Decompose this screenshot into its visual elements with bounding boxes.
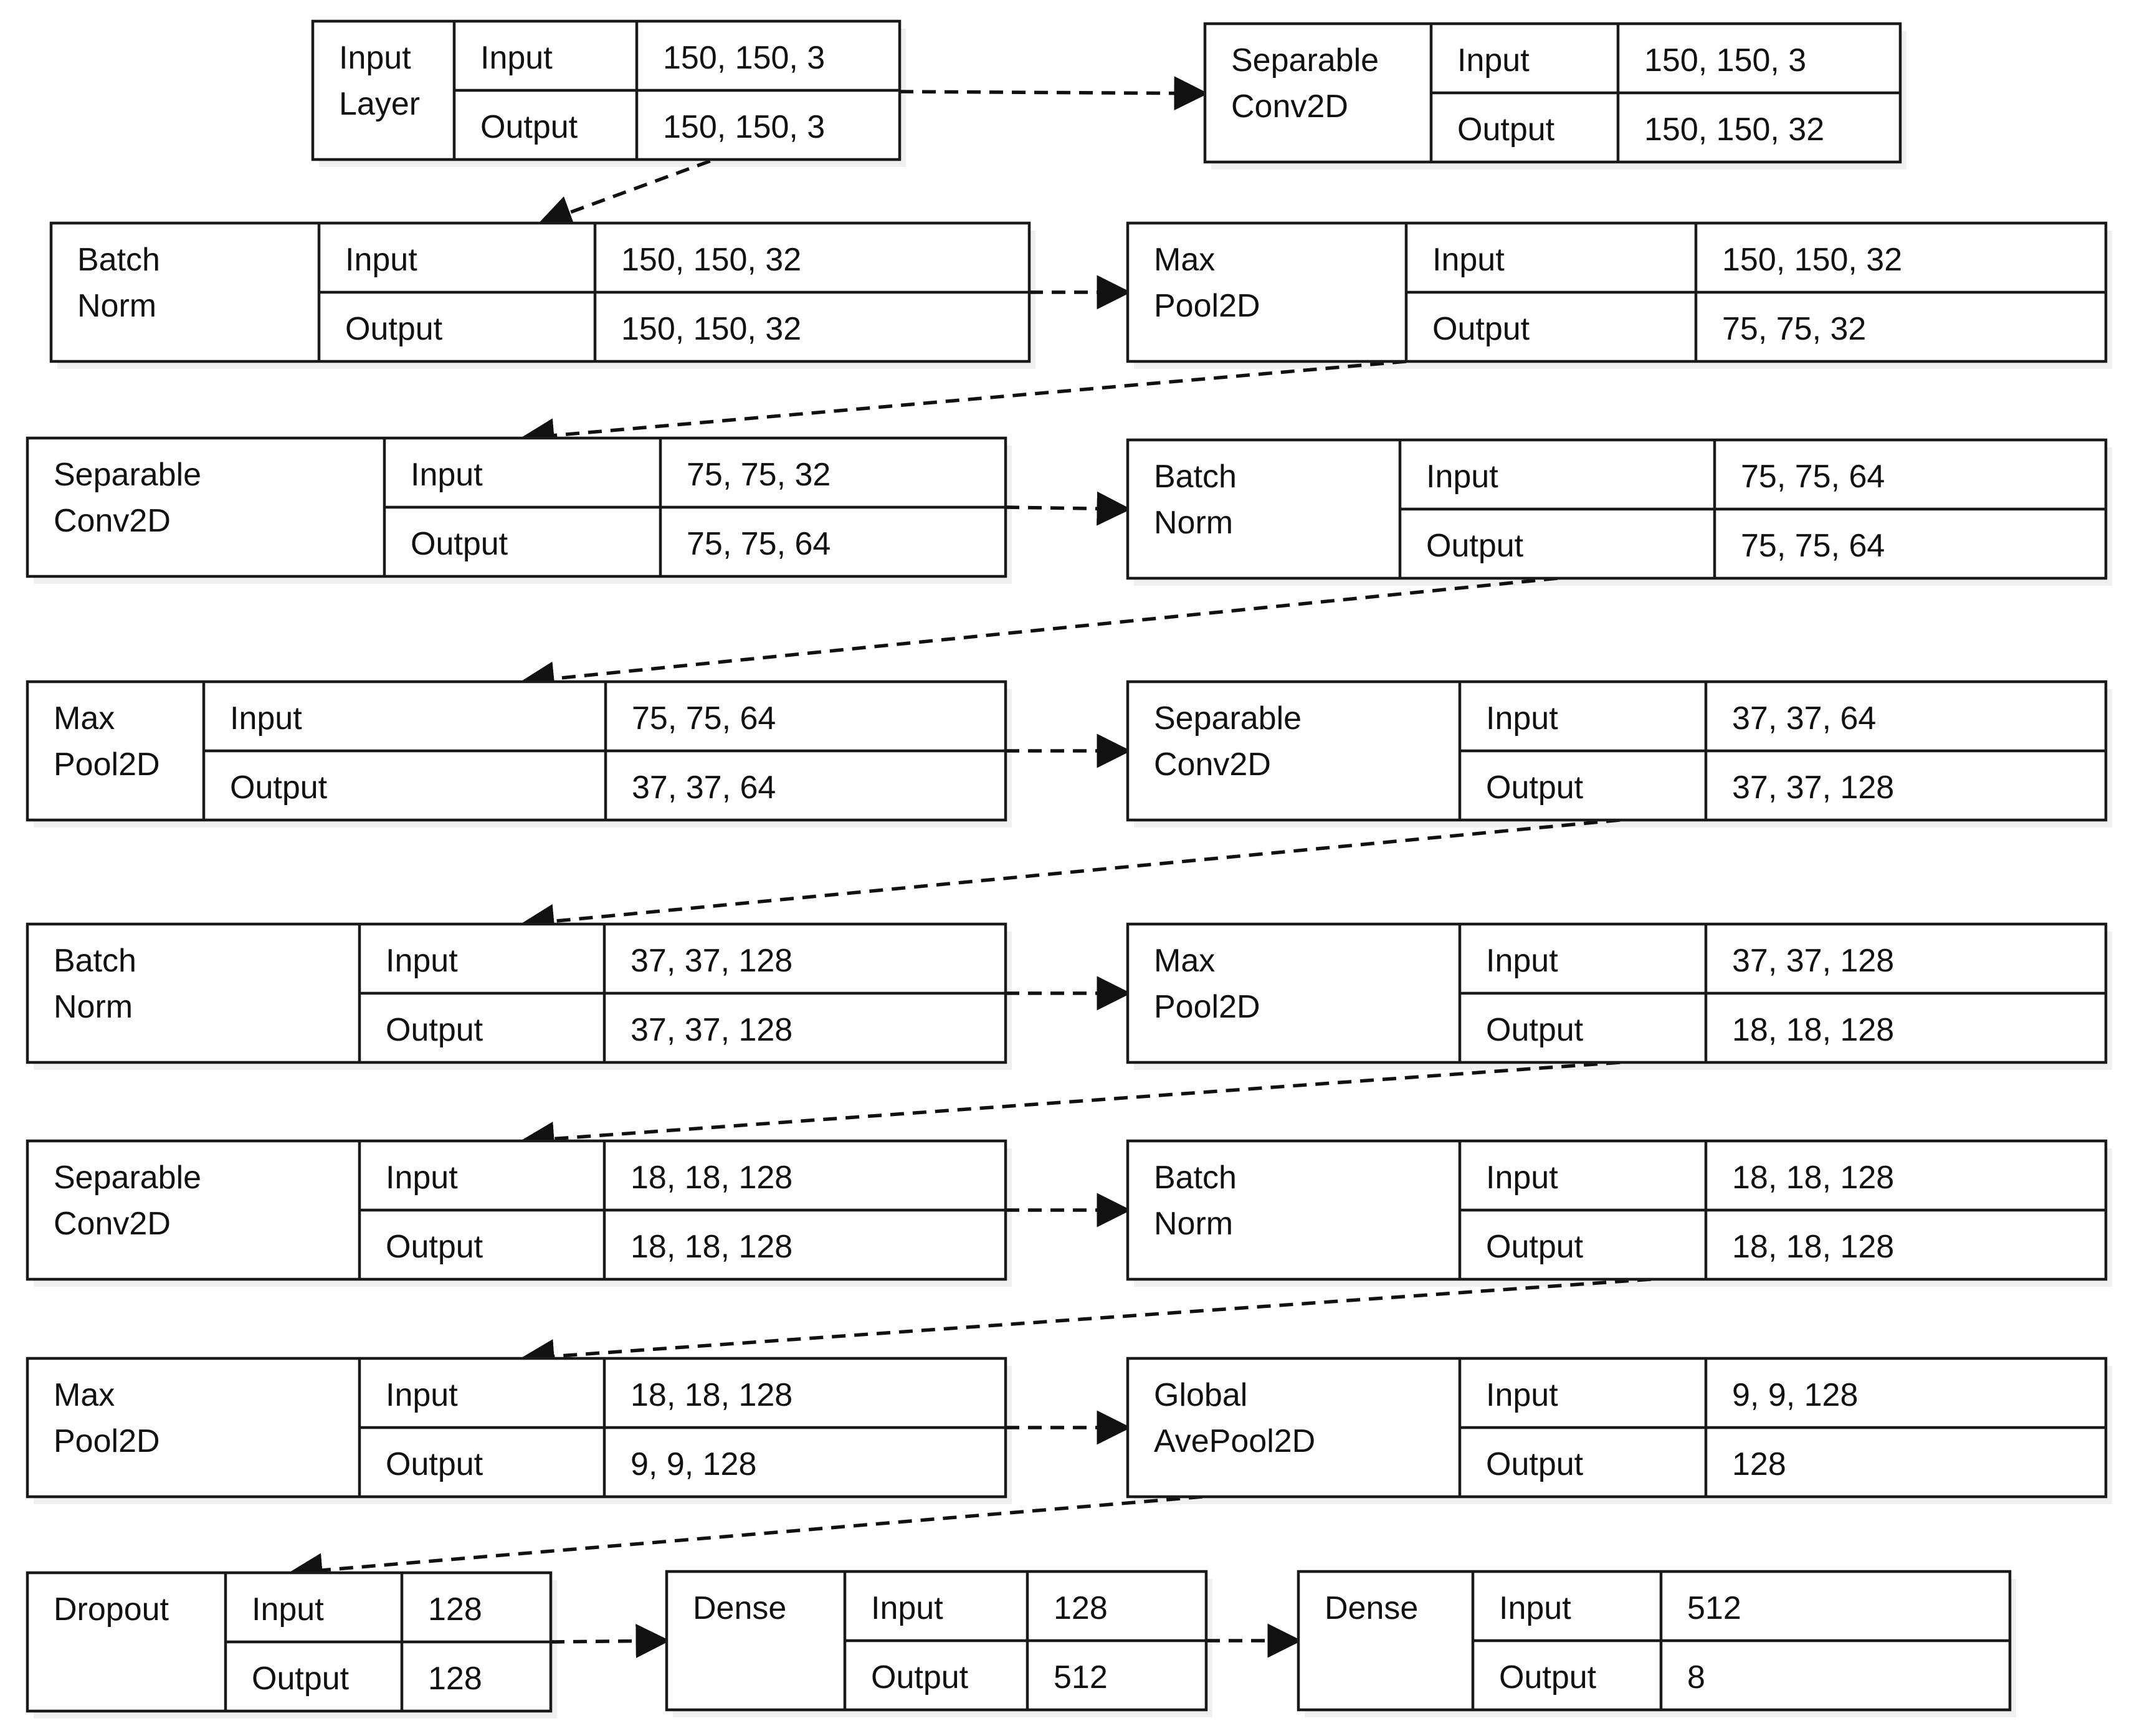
output-shape-value: 37, 37, 128 [631, 1012, 793, 1048]
layer-box [51, 223, 1035, 369]
output-label: Output [1432, 311, 1530, 347]
input-label: Input [252, 1591, 324, 1628]
layer-name: Batch [54, 943, 136, 979]
input-label: Input [1457, 42, 1530, 79]
output-label: Output [871, 1659, 969, 1695]
layer-name: Separable [54, 1160, 202, 1196]
output-shape-value: 512 [1054, 1659, 1108, 1695]
dashed-arrow [551, 1641, 667, 1642]
output-label: Output [1457, 112, 1555, 148]
input-shape-value: 18, 18, 128 [631, 1160, 793, 1196]
dashed-arrow [1006, 507, 1128, 509]
layer-name: Max [54, 1377, 115, 1413]
dashed-arrow [523, 820, 1620, 924]
layer-box [27, 1573, 557, 1719]
layer-name: Conv2D [1154, 746, 1271, 783]
output-label: Output [1486, 1229, 1584, 1265]
output-shape-value: 18, 18, 128 [1732, 1012, 1895, 1048]
layer-box [1128, 682, 2112, 827]
input-label: Input [386, 943, 458, 979]
layer-name: AvePool2D [1154, 1423, 1316, 1459]
layer-name: Dense [693, 1590, 787, 1626]
layer-box [1128, 440, 2112, 586]
layer-box [27, 682, 1012, 827]
dashed-arrow [523, 1279, 1651, 1358]
output-shape-value: 9, 9, 128 [631, 1446, 757, 1482]
input-shape-value: 18, 18, 128 [631, 1377, 793, 1413]
output-label: Output [1486, 1446, 1584, 1482]
output-shape-value: 128 [1732, 1446, 1786, 1482]
input-label: Input [1486, 700, 1558, 737]
layer-name: Pool2D [54, 746, 160, 783]
output-shape-value: 75, 75, 64 [1741, 528, 1885, 564]
layer-box [667, 1571, 1212, 1717]
input-label: Input [1486, 943, 1558, 979]
output-shape-value: 18, 18, 128 [1732, 1229, 1895, 1265]
input-shape-value: 150, 150, 32 [1722, 242, 1903, 278]
output-shape-value: 37, 37, 128 [1732, 770, 1895, 806]
input-label: Input [871, 1590, 943, 1626]
input-label: Input [1486, 1160, 1558, 1196]
layer-name: Pool2D [1154, 989, 1260, 1025]
output-shape-value: 128 [428, 1661, 482, 1697]
input-shape-value: 37, 37, 128 [1732, 943, 1895, 979]
input-shape-value: 512 [1687, 1590, 1741, 1626]
output-label: Output [252, 1661, 350, 1697]
input-label: Input [1432, 242, 1505, 278]
output-label: Output [480, 109, 578, 145]
layer-box [1298, 1571, 2016, 1717]
layer-name: Dense [1325, 1590, 1419, 1626]
input-shape-value: 75, 75, 64 [1741, 459, 1885, 495]
layer-name: Conv2D [54, 1206, 171, 1242]
layer-name: Global [1154, 1377, 1248, 1413]
input-shape-value: 128 [428, 1591, 482, 1628]
layer-name: Layer [339, 86, 421, 122]
layer-name: Batch [1154, 459, 1237, 495]
layer-box [1128, 924, 2112, 1070]
layer-name: Max [1154, 943, 1216, 979]
input-shape-value: 75, 75, 64 [632, 700, 776, 737]
layer-box [27, 1358, 1012, 1504]
output-shape-value: 8 [1687, 1659, 1705, 1695]
output-label: Output [386, 1446, 483, 1482]
layer-name: Norm [77, 288, 157, 324]
layer-name: Conv2D [54, 503, 171, 539]
input-label: Input [386, 1377, 458, 1413]
layer-box [1128, 223, 2112, 369]
output-label: Output [1499, 1659, 1597, 1695]
layer-box [313, 21, 906, 167]
layer-box [27, 1141, 1012, 1287]
layer-name: Batch [77, 242, 160, 278]
input-label: Input [1426, 459, 1498, 495]
input-label: Input [411, 457, 483, 493]
output-shape-value: 75, 75, 64 [687, 526, 831, 562]
output-label: Output [1426, 528, 1524, 564]
layer-box [27, 438, 1012, 584]
input-shape-value: 128 [1054, 1590, 1108, 1626]
input-shape-value: 75, 75, 32 [687, 457, 831, 493]
input-label: Input [1499, 1590, 1571, 1626]
layer-box [1128, 1141, 2112, 1287]
input-label: Input [480, 40, 553, 76]
output-shape-value: 150, 150, 3 [663, 109, 826, 145]
layer-name: Conv2D [1231, 88, 1348, 125]
output-shape-value: 18, 18, 128 [631, 1229, 793, 1265]
input-shape-value: 150, 150, 32 [621, 242, 802, 278]
output-label: Output [230, 770, 328, 806]
layers-group [27, 21, 2112, 1719]
output-shape-value: 37, 37, 64 [632, 770, 776, 806]
output-shape-value: 150, 150, 32 [621, 311, 802, 347]
output-label: Output [411, 526, 508, 562]
input-shape-value: 150, 150, 3 [663, 40, 826, 76]
layer-name: Pool2D [1154, 288, 1260, 324]
layer-name: Dropout [54, 1591, 169, 1628]
layer-name: Separable [54, 457, 202, 493]
input-label: Input [386, 1160, 458, 1196]
layer-box [27, 924, 1012, 1070]
input-shape-value: 18, 18, 128 [1732, 1160, 1895, 1196]
input-label: Input [345, 242, 417, 278]
input-shape-value: 150, 150, 3 [1644, 42, 1807, 79]
output-label: Output [1486, 1012, 1584, 1048]
dashed-arrow [523, 578, 1558, 682]
layer-name: Norm [1154, 505, 1234, 541]
layer-name: Norm [1154, 1206, 1234, 1242]
layer-name: Batch [1154, 1160, 1237, 1196]
input-label: Input [230, 700, 302, 737]
dashed-arrow [292, 1497, 1202, 1573]
output-shape-value: 75, 75, 32 [1722, 311, 1867, 347]
output-label: Output [386, 1229, 483, 1265]
layer-name: Separable [1231, 42, 1379, 79]
layer-name: Pool2D [54, 1423, 160, 1459]
input-label: Input [1486, 1377, 1558, 1413]
layer-box [1205, 24, 1906, 169]
output-label: Output [345, 311, 443, 347]
output-label: Output [1486, 770, 1584, 806]
dashed-arrow [900, 92, 1205, 93]
input-shape-value: 9, 9, 128 [1732, 1377, 1859, 1413]
dashed-arrow [523, 1062, 1620, 1141]
output-shape-value: 150, 150, 32 [1644, 112, 1825, 148]
layer-name: Max [54, 700, 115, 737]
layer-name: Max [1154, 242, 1216, 278]
layer-name: Separable [1154, 700, 1302, 737]
dashed-arrow [523, 361, 1406, 438]
layer-name: Norm [54, 989, 133, 1025]
input-shape-value: 37, 37, 64 [1732, 700, 1877, 737]
output-label: Output [386, 1012, 483, 1048]
layer-box [1128, 1358, 2112, 1504]
layer-name: Input [339, 40, 411, 76]
input-shape-value: 37, 37, 128 [631, 943, 793, 979]
